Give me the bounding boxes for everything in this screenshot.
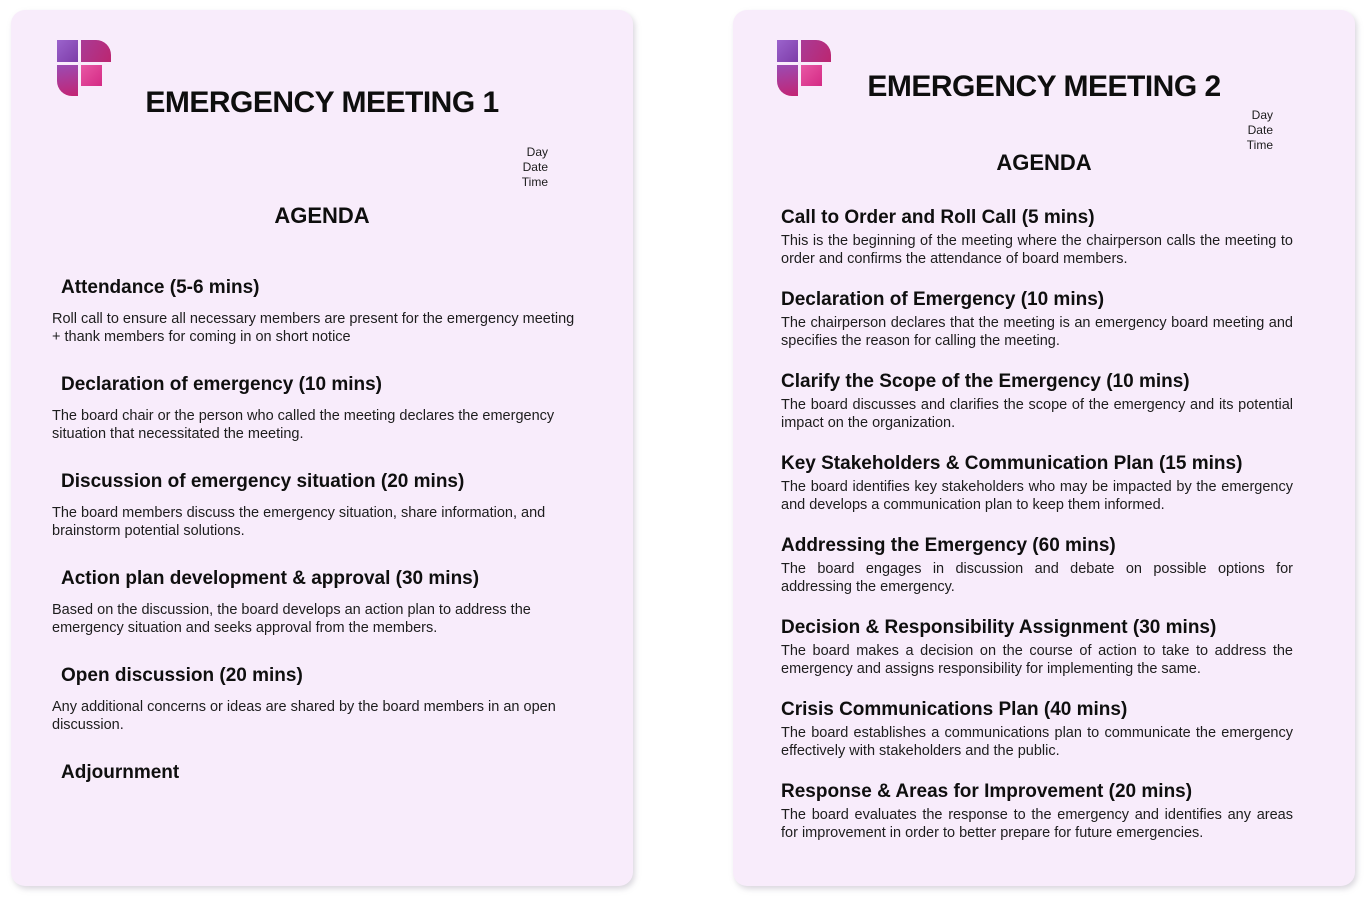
agenda-section [52,277,577,346]
agenda-section [52,471,577,540]
section-description: The board identifies key stakeholders who may be impacted by the emergency and develops a communication plan to keep them informed. [781,479,1293,513]
logo-block-purple [777,40,798,62]
section-heading: Response & Areas for Improvement (20 mins) [781,781,1193,802]
logo-block-magenta [801,40,831,62]
meeting-title: EMERGENCY MEETING 1 [145,86,499,119]
section-description: The chairperson declares that the meeting is an emergency board meeting and specifies the reason for calling the meeting. [781,315,1293,349]
section-description: The board discusses and clarifies the scope of the emergency and its potential impact on the organization. [781,397,1293,431]
section-heading: Action plan development & approval (30 mins) [61,568,480,589]
meta-day: Day [1251,108,1273,122]
meta-day-date-time [522,145,548,190]
section-description: This is the beginning of the meeting where the chairperson calls the meeting to order and confirms the attendance of board members. [781,233,1293,267]
section-description: The board chair or the person who called the meeting declares the emergency situation that necessitated the meeting. [52,408,555,442]
agenda-section [781,453,1293,514]
meta-date: Date [1247,123,1273,137]
meta-time: Time [521,175,548,189]
agenda-section [52,762,577,784]
section-heading: Clarify the Scope of the Emergency (10 mins) [781,371,1190,392]
section-heading: Open discussion (20 mins) [61,665,303,686]
agenda-section [781,207,1293,268]
logo-block-pink [81,65,102,86]
agenda-section [781,535,1293,596]
agenda-heading: AGENDA [274,203,370,228]
meta-time: Time [1246,138,1273,152]
meta-day-date-time [1247,108,1273,153]
logo-block-purple [57,40,78,62]
agenda-page-2 [733,10,1355,886]
section-heading: Discussion of emergency situation (20 mins) [61,471,465,492]
agenda-section [781,289,1293,350]
section-heading: Adjournment [61,762,180,783]
section-heading: Attendance (5-6 mins) [61,277,260,298]
section-description: Based on the discussion, the board develops an action plan to address the emergency situation and seeks approval from the members. [52,602,531,636]
section-heading: Crisis Communications Plan (40 mins) [781,699,1128,720]
agenda-page-1 [11,10,633,886]
section-description: The board establishes a communications plan to communicate the emergency effectively with stakeholders and the public. [781,725,1293,759]
meta-day: Day [526,145,548,159]
agenda-heading: AGENDA [996,150,1092,175]
section-heading: Decision & Responsibility Assignment (30 mins) [781,617,1217,638]
section-description: Roll call to ensure all necessary members are present for the emergency meeting + thank members for coming in on short notice [52,311,575,345]
agenda-section [781,781,1293,842]
section-description: The board engages in discussion and debate on possible options for addressing the emergency. [781,561,1293,595]
logo-block-magenta [81,40,111,62]
section-heading: Declaration of Emergency (10 mins) [781,289,1105,310]
section-list [781,207,1293,863]
meeting-title: EMERGENCY MEETING 2 [867,70,1221,103]
agenda-section [52,665,577,734]
section-description: The board evaluates the response to the emergency and identifies any areas for improvement in order to better prepare for future emergencies. [781,807,1293,841]
agenda-section [52,568,577,637]
agenda-section [781,371,1293,432]
meta-date: Date [522,160,548,174]
agenda-section [781,699,1293,760]
section-heading: Declaration of emergency (10 mins) [61,374,382,395]
agenda-section [52,374,577,443]
section-description: The board makes a decision on the course of action to take to address the emergency and assigns responsibility for implementing the same. [781,643,1293,677]
section-heading: Key Stakeholders & Communication Plan (15 mins) [781,453,1243,474]
section-heading: Addressing the Emergency (60 mins) [781,535,1116,556]
section-list [52,277,577,812]
section-description: The board members discuss the emergency situation, share information, and brainstorm potential solutions. [52,505,546,539]
agenda-section [781,617,1293,678]
section-heading: Call to Order and Roll Call (5 mins) [781,207,1095,228]
section-description: Any additional concerns or ideas are shared by the board members in an open discussion. [52,699,556,733]
